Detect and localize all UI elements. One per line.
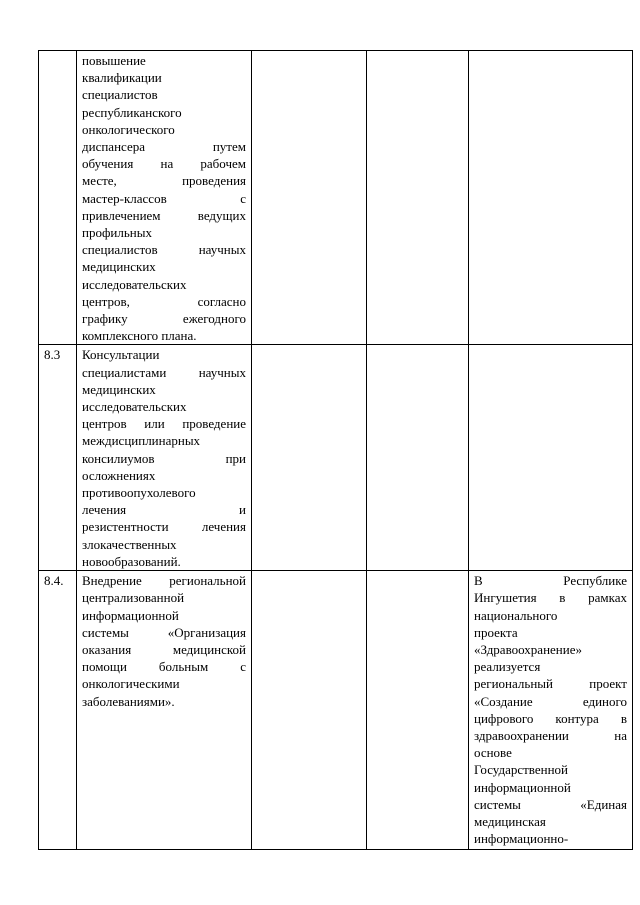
row-number: 8.4. [44, 573, 64, 589]
text-line: диспансера путем [82, 139, 246, 155]
empty-cell [252, 571, 367, 850]
text-line: оказания медицинской [82, 641, 246, 657]
text-line: централизованной [82, 590, 185, 606]
text-line: лечения и [82, 502, 246, 518]
text-line: региональный проект [474, 676, 627, 692]
text-line: медицинская [474, 813, 546, 829]
empty-cell [367, 571, 469, 850]
text-line: проекта [474, 624, 518, 640]
measure-cell [77, 51, 252, 345]
text-line: Ингушетия в рамках [474, 590, 627, 606]
text-line: заболеваниями». [82, 693, 175, 709]
empty-cell [252, 345, 367, 571]
row-number-cell [39, 51, 77, 345]
text-line: междисциплинарных [82, 433, 201, 449]
text-line: В Республике [474, 573, 627, 589]
text-line: онкологическими [82, 676, 180, 692]
text-line: «Здравоохранение» [474, 641, 582, 657]
text-line: медицинских [82, 381, 156, 397]
text-line: системы «Единая [474, 796, 627, 812]
text-line: новообразований. [82, 553, 181, 569]
result-cell [469, 571, 633, 850]
text-line: комплексного плана. [82, 328, 197, 344]
text-line: специалистов научных [82, 242, 246, 258]
table-row [39, 571, 633, 850]
text-line: консилиумов при [82, 450, 246, 466]
text-line: Внедрение региональной [82, 573, 246, 589]
text-line: информационной [474, 779, 571, 795]
text-line: основе [474, 745, 512, 761]
row-number-cell [39, 571, 77, 850]
text-line: мастер-классов с [82, 190, 246, 206]
text-line: специалистами научных [82, 364, 246, 380]
text-line: повышение [82, 53, 146, 68]
text-line: помощи больным с [82, 659, 246, 675]
result-cell [469, 51, 633, 345]
text-line: «Создание единого [474, 693, 627, 709]
text-line: системы «Организация [82, 624, 246, 640]
text-line: онкологического [82, 121, 175, 137]
table-row [39, 345, 633, 571]
text-line: информационно- [474, 831, 569, 847]
text-line: информационной [82, 607, 179, 623]
measure-cell [77, 571, 252, 850]
text-line: центров или проведение [82, 416, 246, 432]
text-line: обучения на рабочем [82, 156, 246, 172]
text-line: осложнениях [82, 467, 156, 483]
text-line: реализуется [474, 659, 541, 675]
text-line: центров, согласно [82, 293, 246, 309]
text-line: республиканского [82, 104, 182, 120]
plan-table [38, 50, 633, 850]
row-number: 8.3 [44, 347, 61, 363]
text-line: профильных [82, 225, 152, 241]
result-cell [469, 345, 633, 571]
text-line: злокачественных [82, 536, 177, 552]
empty-cell [367, 345, 469, 571]
table-body [39, 51, 633, 850]
text-line: цифрового контура в [474, 710, 627, 726]
text-line: графику ежегодного [82, 311, 246, 327]
text-line: противоопухолевого [82, 485, 196, 501]
text-line: исследовательских [82, 399, 187, 415]
text-line: специалистов [82, 87, 158, 103]
empty-cell [252, 51, 367, 345]
measure-cell [77, 345, 252, 571]
text-line: национального [474, 607, 558, 623]
text-line: месте, проведения [82, 173, 246, 189]
empty-cell [367, 51, 469, 345]
text-line: привлечением ведущих [82, 207, 246, 223]
text-line: Государственной [474, 762, 569, 778]
text-line: квалификации [82, 70, 162, 86]
table-row [39, 51, 633, 345]
row-number-cell [39, 345, 77, 571]
text-line: здравоохранении на [474, 727, 627, 743]
text-line: резистентности лечения [82, 519, 246, 535]
text-line: Консультации [82, 347, 160, 363]
text-line: исследовательских [82, 276, 187, 292]
text-line: медицинских [82, 259, 156, 275]
